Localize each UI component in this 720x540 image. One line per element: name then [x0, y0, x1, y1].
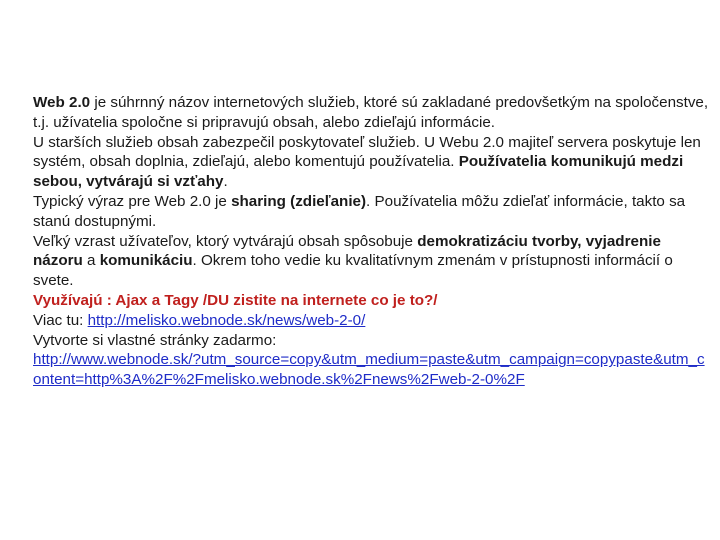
term-web20: Web 2.0: [33, 94, 91, 111]
paragraph-sharing: [33, 192, 711, 232]
growth-text: Veľký vzrast užívateľov, ktorý vytvárajú obsah spôsobuje: [33, 232, 418, 250]
p2-end: .: [223, 173, 228, 191]
text-block: [33, 93, 711, 390]
create-pages-line: Vytvorte si vlastné stránky zadarmo:: [33, 331, 277, 349]
democratization-term: demokratizáciu tvorby, vyjadrenie názoru: [33, 232, 661, 270]
webnode-link[interactable]: http://www.webnode.sk/?utm_source=copy&utm_medium=paste&utm_campaign=copypaste&utm_content=http%3A%2F%2Fmelisko.webnode.sk%2Fnews%2Fweb-2-0%2F: [33, 351, 705, 389]
sharing-term: sharing (zdieľanie): [231, 192, 367, 210]
paragraph-intro: [33, 93, 711, 133]
more-info-line: [33, 311, 711, 331]
melisko-link[interactable]: http://melisko.webnode.sk/news/web-2-0/: [87, 311, 366, 329]
paragraph-older-services: [33, 133, 711, 192]
paragraph-growth: [33, 232, 711, 291]
ajax-tags-line: Využívajú : Ajax a Tagy /DU zistite na internete co je to?/: [33, 291, 438, 309]
intro-text: je súhrnný názov internetových služieb, ktoré sú zakladané predovšetkým na spoločenstve, t.j. užívatelia spoločne si pripravujú obsah, alebo zdieľajú informácie.: [33, 94, 709, 131]
webnode-link-line: [33, 350, 711, 390]
users-communicate-text: Používatelia komunikujú medzi sebou, vytvárajú si vzťahy: [33, 153, 684, 191]
growth-end-text: . Okrem toho vedie ku kvalitatívnym zmenám v prístupnosti informácií o svete.: [33, 252, 673, 290]
sharing-end-text: . Používatelia môžu zdieľať informácie, takto sa stanú dostupnými.: [33, 192, 686, 230]
sharing-intro-text: Typický výraz pre Web 2.0 je: [33, 192, 232, 210]
more-info-prefix: Viac tu:: [33, 311, 88, 329]
older-services-text: U starších služieb obsah zabezpečil poskytovateľ služieb. U Webu 2.0 majiteľ servera poskytuje len systém, obsah doplnia, zdieľajú, alebo komentujú používatelia.: [33, 133, 701, 171]
growth-mid: a: [82, 252, 100, 270]
communication-term: komunikáciu: [99, 252, 193, 270]
